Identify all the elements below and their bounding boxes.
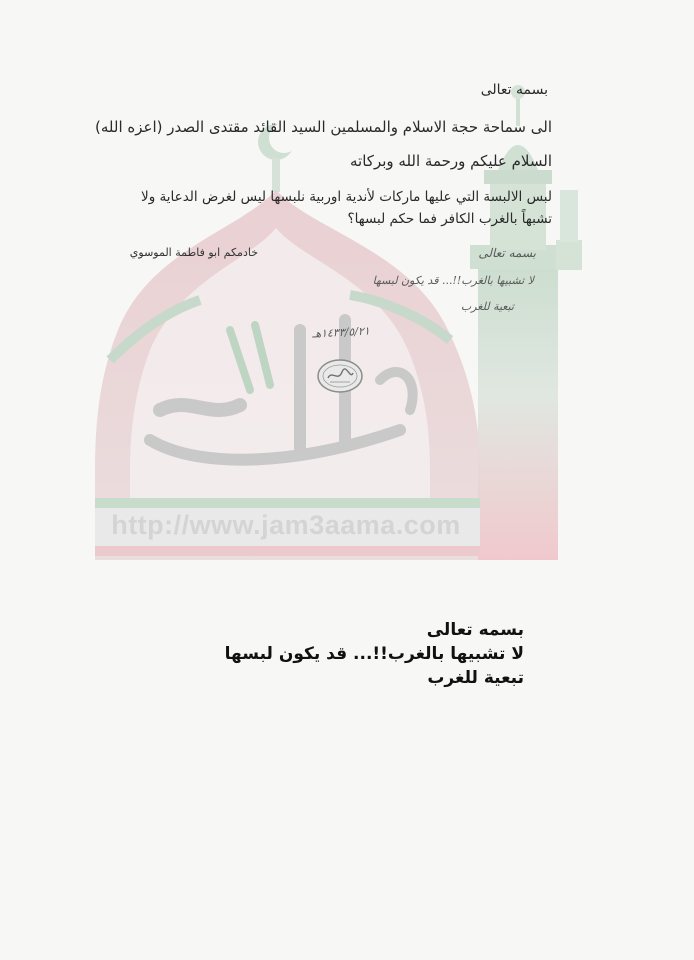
letter-question: لبس الالبسة التي عليها ماركات لأندية اوربية نلبسها ليس لغرض الدعاية ولا تشبهاً بالغرب الكافر فما حكم لبسها؟ (141, 189, 552, 227)
typed-answer (144, 618, 524, 690)
typed-answer-line3: تبعية للغرب (427, 668, 524, 688)
letter-addressee: الى سماحة حجة الاسلام والمسلمين السيد القائد مقتدى الصدر (اعزه الله) (95, 118, 552, 136)
letter-signer: خادمكم ابو فاطمة الموسوي (129, 246, 258, 259)
handwritten-reply-line3: تبعية للغرب (460, 300, 514, 313)
handwritten-reply-line1: بسمه تعالى (478, 246, 536, 260)
office-seal-icon (316, 358, 364, 394)
watermark-url: http://www.jam3aama.com (111, 510, 461, 540)
handwritten-reply-line2: لا تشبيها بالغرب!!... قد يكون لبسها (372, 274, 534, 287)
letter-greeting: السلام عليكم ورحمة الله وبركاته (350, 152, 552, 170)
typed-answer-line1: بسمه تعالى (426, 620, 524, 640)
typed-answer-line2: لا تشبيها بالغرب!!... قد يكون لبسها (224, 644, 524, 664)
letter-salutation: بسمه تعالى (480, 82, 548, 98)
handwritten-date: ١٤٣٣/٥/٢١هـ (311, 324, 371, 341)
